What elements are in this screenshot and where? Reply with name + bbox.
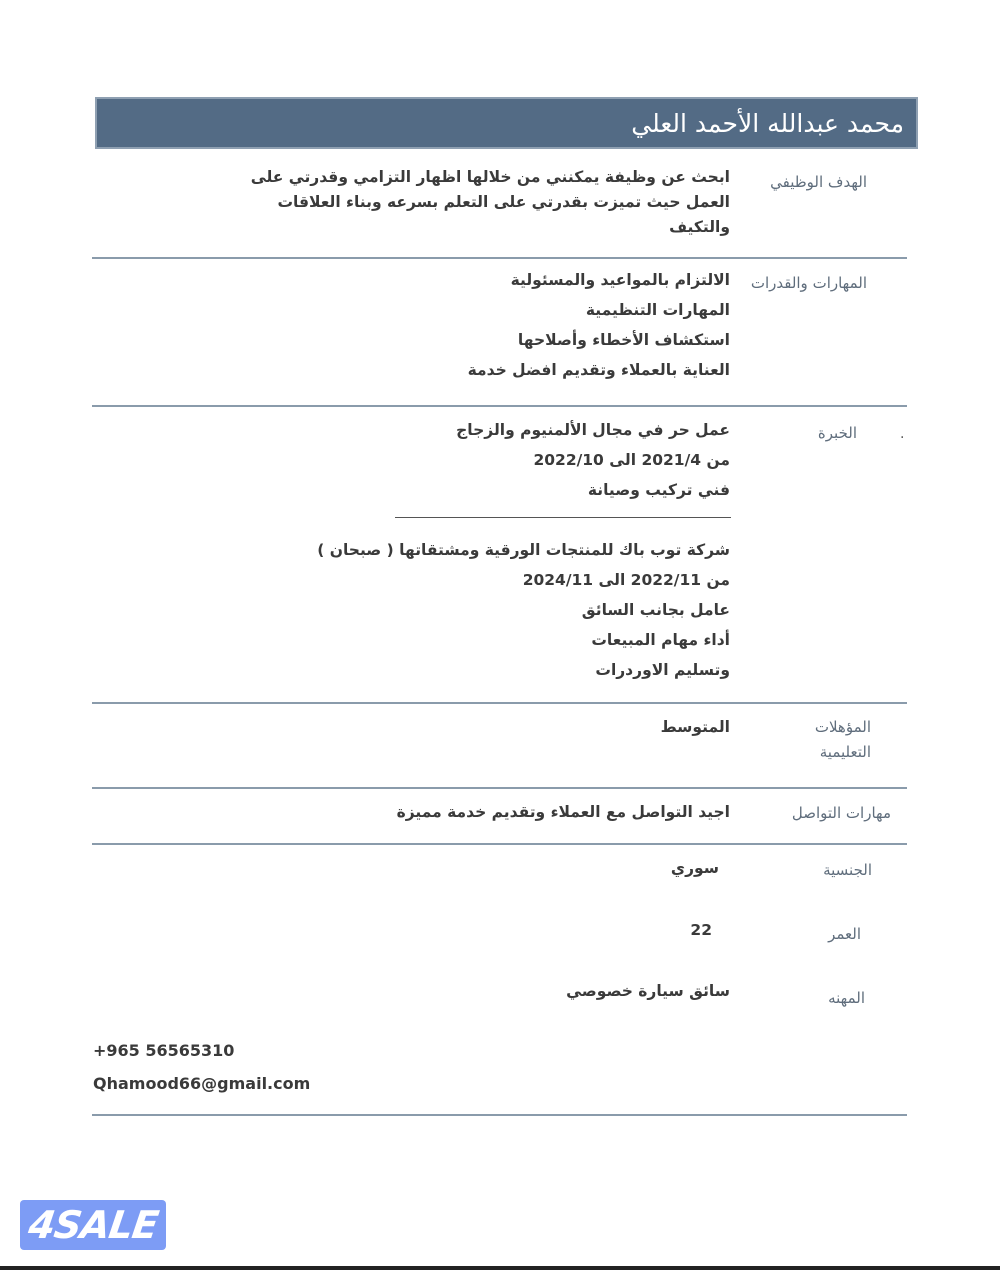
job-period: من 2021/4 الى 2022/10 [533, 451, 730, 469]
section-divider [92, 702, 907, 704]
job-duty: فني تركيب وصيانة [587, 481, 730, 499]
contact-email[interactable]: Qhamood66@gmail.com [93, 1074, 311, 1093]
row-profession [92, 982, 907, 1022]
contact-phone: +965 56565310 [93, 1041, 235, 1060]
objective-line: والتكيف [669, 218, 730, 236]
nationality-value: سوري [670, 859, 719, 877]
age-value: 22 [690, 921, 712, 939]
profession-label: المهنه [828, 989, 865, 1007]
row-nationality [92, 855, 907, 895]
skill-item: المهارات التنظيمية [585, 301, 730, 319]
skill-item: العناية بالعملاء وتقديم افضل خدمة [467, 361, 730, 379]
experience-job-1 [456, 415, 730, 505]
skills-list [468, 265, 730, 385]
4sale-logo [20, 1200, 166, 1250]
job-title: شركة توب باك للمنتجات الورقية ومشتقاتها ( صبحان ) [317, 541, 730, 559]
objective-line: ابحث عن وظيفة يمكنني من خلالها اظهار التزامي وقدرتي على [250, 168, 730, 186]
section-education [92, 712, 907, 782]
skill-item: استكشاف الأخطاء وأصلاحها [517, 331, 730, 349]
communication-label: مهارات التواصل [791, 804, 891, 822]
name-header-bar [95, 97, 918, 149]
logo-text: 4SALE [25, 1203, 161, 1247]
section-divider [92, 257, 907, 259]
section-objective [92, 165, 907, 245]
section-experience [92, 415, 907, 690]
job-separator-rule [395, 517, 731, 518]
applicant-name: محمد عبدالله الأحمد العلي [631, 108, 904, 138]
section-divider [92, 1114, 907, 1116]
job-title: عمل حر في مجال الألمنيوم والزجاج [456, 421, 730, 439]
education-label-line: المؤهلات [814, 718, 871, 736]
job-period: من 2022/11 الى 2024/11 [522, 571, 730, 589]
education-label-line: التعليمية [819, 743, 871, 761]
nationality-label: الجنسية [823, 861, 872, 879]
job-duty: عامل بجانب السائق [581, 601, 730, 619]
profession-value: سائق سيارة خصوصي [566, 982, 730, 1000]
education-label [761, 715, 871, 765]
skills-label: المهارات والقدرات [750, 274, 867, 292]
job-duty: وتسليم الاوردرات [595, 661, 730, 679]
section-divider [92, 843, 907, 845]
row-age [92, 918, 907, 958]
age-label: العمر [828, 925, 861, 943]
communication-value: اجيد التواصل مع العملاء وتقديم خدمة مميزة [396, 803, 730, 821]
section-skills [92, 265, 907, 395]
section-divider [92, 405, 907, 407]
bottom-border [0, 1266, 1000, 1270]
education-value: المتوسط [660, 718, 730, 736]
objective-text [230, 165, 730, 240]
objective-line: العمل حيث تميزت بقدرتي على التعلم بسرعه وبناء العلاقات [277, 193, 730, 211]
job-duty: أداء مهام المبيعات [591, 631, 730, 649]
section-communication [92, 797, 907, 837]
bullet-dot: . [900, 426, 905, 442]
section-divider [92, 787, 907, 789]
experience-job-2 [317, 535, 730, 685]
skill-item: الالتزام بالمواعيد والمسئولية [510, 271, 730, 289]
objective-label: الهدف الوظيفي [770, 173, 867, 191]
experience-label: الخبرة [817, 424, 857, 442]
